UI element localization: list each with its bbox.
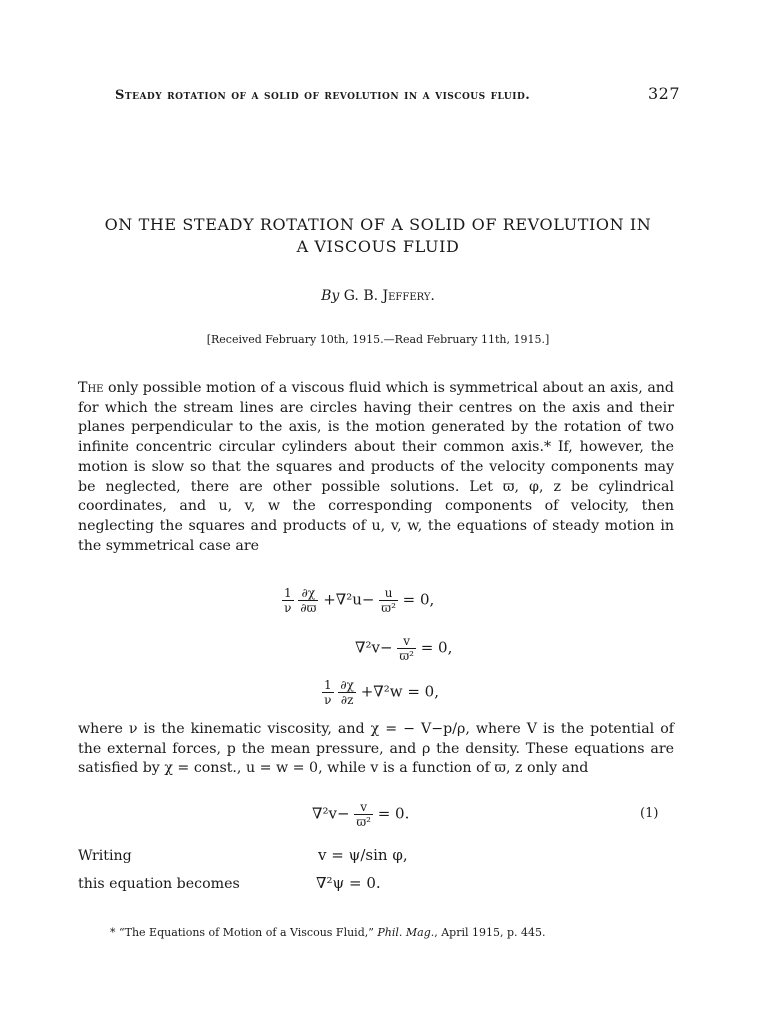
eq4-fraction — [354, 800, 373, 829]
equation-number: (1) — [640, 806, 659, 821]
eq4-rhs: = 0. — [377, 804, 410, 823]
eq4-frac-num: v — [354, 800, 373, 815]
eq3-rest: +∇²w = 0, — [360, 682, 439, 701]
eq2-frac-num: v — [397, 634, 416, 649]
writing-equation: v = ψ/sin φ, — [318, 846, 408, 864]
eq1-middle: +∇²u− — [323, 590, 375, 609]
becomes-equation: ∇²ψ = 0. — [316, 874, 381, 892]
equation-2 — [355, 634, 452, 663]
footnote — [110, 926, 680, 939]
eq3-d-num: ∂χ — [340, 678, 354, 692]
eq2-frac-den: ϖ² — [399, 649, 414, 663]
article-title — [78, 214, 678, 258]
eq1-coefficient — [282, 586, 294, 615]
byline — [78, 288, 678, 304]
eq1-frac-num: u — [379, 586, 398, 601]
running-head — [115, 86, 680, 108]
eq3-coef-den: ν — [324, 693, 332, 707]
eq2-fraction — [397, 634, 416, 663]
page-number: 327 — [647, 84, 680, 103]
received-note: [Received February 10th, 1915.—Read February 11th, 1915.] — [206, 333, 550, 346]
article-title-line-1: ON THE STEADY ROTATION OF A SOLID OF REVOLUTION IN — [104, 215, 652, 234]
eq2-rhs: = 0, — [420, 638, 453, 657]
eq1-frac-den: ϖ² — [381, 601, 396, 615]
eq1-rhs: = 0, — [402, 590, 435, 609]
eq3-derivative — [338, 678, 355, 707]
becomes-label: this equation becomes — [78, 876, 240, 892]
eq3-coef-num: 1 — [324, 678, 332, 692]
writing-label: Writing — [78, 848, 132, 864]
paragraph-text: only possible motion of a viscous fluid which is symmetrical about an axis, and for which the stream lines are circles having their centres on the axis and their planes perpendicular to the axis, is the motion generated by the rotation of two infinite concentric circular cylinders about their common axis.* If, however, the motion is slow so that the squares and products of the velocity components may be neglected, there are other possible solutions. Let ϖ, φ, z be cylindrical coordinates, and u, v, w the corresponding components of velocity, then neglecting the squares and products of u, v, w, the equations of steady motion in the symmetrical case are — [78, 380, 674, 554]
eq3-d-den: ∂z — [340, 693, 354, 707]
article-title-line-2: A VISCOUS FLUID — [296, 237, 460, 256]
footnote-suffix: , April 1915, p. 445. — [434, 926, 546, 939]
byline-by: By — [321, 288, 340, 304]
equation-3 — [322, 678, 439, 707]
body-paragraph — [78, 379, 674, 556]
footnote-prefix: * “The Equations of Motion of a Viscous Fluid,” — [110, 926, 374, 939]
eq4-lead: ∇²v− — [312, 804, 350, 823]
eq1-coef-num: 1 — [284, 586, 292, 600]
lead-word: The — [78, 380, 104, 396]
eq1-d-num: ∂χ — [298, 586, 318, 601]
eq2-lead: ∇²v− — [355, 638, 393, 657]
equation-4 — [312, 800, 409, 829]
running-head-title: Steady rotation of a solid of revolution in a viscous fluid. — [115, 88, 531, 103]
author-name: G. B. Jeffery. — [343, 288, 435, 304]
equation-1 — [282, 586, 434, 615]
eq1-derivative — [298, 586, 318, 615]
eq1-coef-den: ν — [284, 601, 292, 615]
footnote-journal: Phil. Mag. — [377, 926, 435, 939]
after-equations-paragraph: where ν is the kinematic viscosity, and χ = − V−p/ρ, where V is the potential of the external forces, p the mean pressure, and ρ the density. These equations are satisfied by χ = const., u = w = 0, while v is a function of ϖ, z only and — [78, 721, 674, 777]
eq4-frac-den: ϖ² — [356, 815, 371, 829]
eq1-d-den: ∂ϖ — [300, 601, 317, 615]
eq3-coefficient — [322, 678, 334, 707]
eq1-fraction — [379, 586, 398, 615]
